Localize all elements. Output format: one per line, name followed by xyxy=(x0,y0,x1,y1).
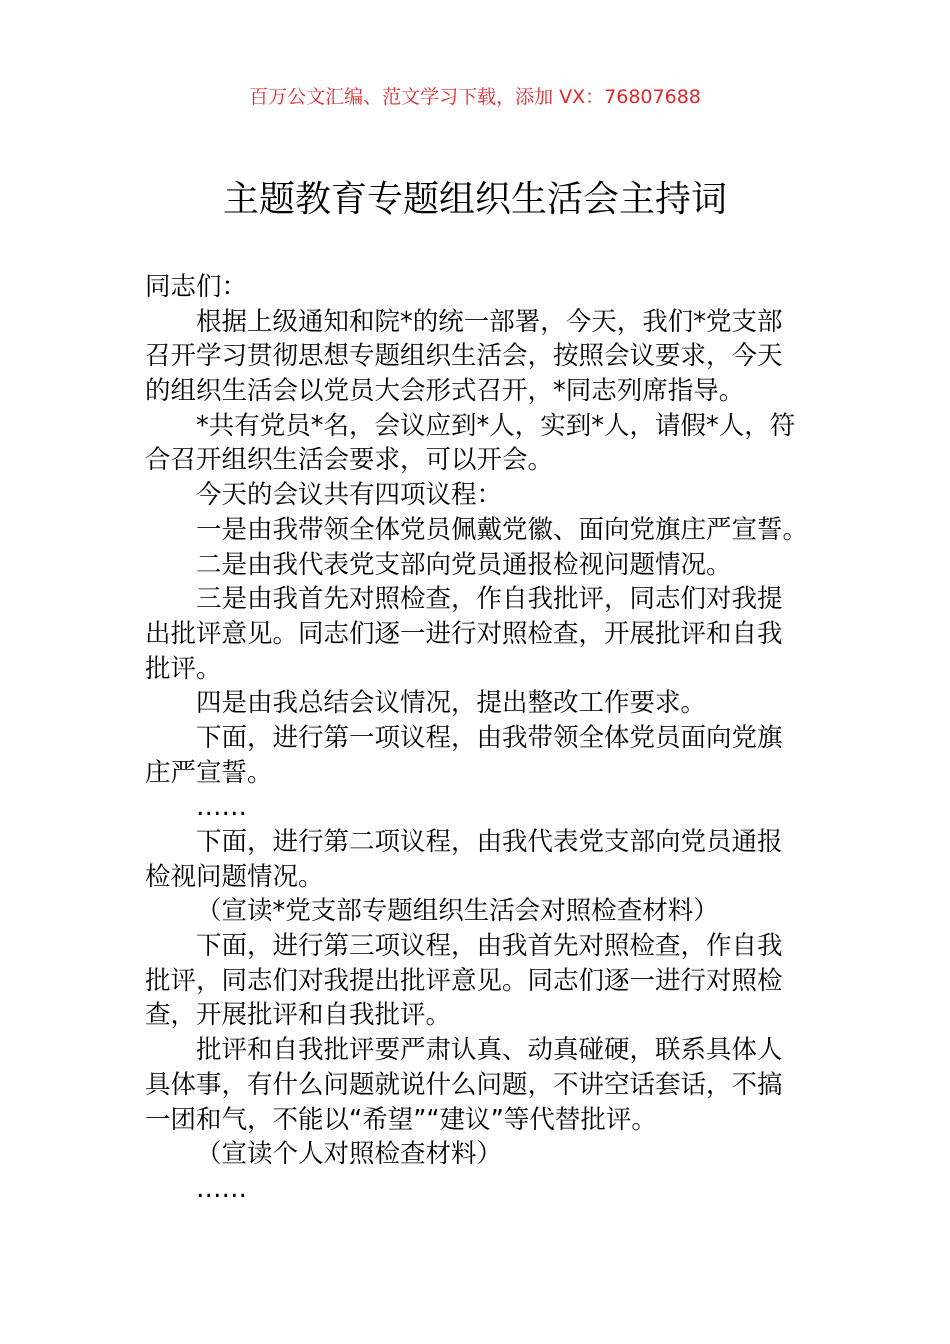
text-line: 出批评意见。同志们逐一进行对照检查，开展批评和自我 xyxy=(145,618,783,649)
text-line: 合召开组织生活会要求，可以开会。 xyxy=(145,445,554,476)
text-line: 同志们： xyxy=(145,272,248,302)
text-line: 下面，进行第二项议程，由我代表党支部向党员通报 xyxy=(196,827,783,857)
text-line: 查，开展批评和自我批评。 xyxy=(145,1000,452,1031)
paragraph xyxy=(145,305,807,409)
text-line: 批评，同志们对我提出批评意见。同志们逐一进行对照检 xyxy=(145,965,783,996)
text-line: 的组织生活会以党员大会形式召开，*同志列席指导。 xyxy=(145,376,745,407)
text-line: 批评和自我批评要严肃认真、动真碰硬，联系具体人 xyxy=(196,1035,783,1066)
watermark-header: 百万公文汇编、范文学习下载，添加 VX：76807688 xyxy=(249,86,701,108)
paragraph xyxy=(145,513,807,548)
text-line: 今天的会议共有四项议程： xyxy=(196,480,503,511)
text-line: 下面，进行第三项议程，由我首先对照检查，作自我 xyxy=(196,931,783,962)
text-line: …… xyxy=(196,1173,247,1204)
paragraph xyxy=(145,790,807,825)
text-line: 一是由我带领全体党员佩戴党徽、面向党旗庄严宣誓。 xyxy=(196,514,809,545)
paragraph xyxy=(145,582,807,686)
text-line: （宣读个人对照检查材料） xyxy=(196,1139,503,1170)
text-line: 召开学习贯彻思想专题组织生活会，按照会议要求，今天 xyxy=(145,341,783,372)
paragraph xyxy=(145,1172,807,1207)
text-line: 检视问题情况。 xyxy=(145,861,324,892)
text-line: 二是由我代表党支部向党员通报检视问题情况。 xyxy=(196,549,732,580)
paragraph xyxy=(145,825,807,894)
text-line: （宣读*党支部专题组织生活会对照检查材料） xyxy=(196,896,719,927)
paragraph xyxy=(145,270,807,305)
text-line: *共有党员*名，会议应到*人，实到*人，请假*人，符 xyxy=(196,410,796,441)
text-line: 庄严宣誓。 xyxy=(145,757,273,788)
document-body xyxy=(145,270,807,1207)
text-line: 下面，进行第一项议程，由我带领全体党员面向党旗 xyxy=(196,722,783,753)
paragraph xyxy=(145,409,807,478)
text-line: 一团和气，不能以“希望”“建议”等代替批评。 xyxy=(145,1104,657,1135)
document-title: 主题教育专题组织生活会主持词 xyxy=(222,179,727,220)
paragraph xyxy=(145,929,807,1033)
paragraph xyxy=(145,478,807,513)
text-line: …… xyxy=(196,792,247,823)
paragraph xyxy=(145,721,807,790)
paragraph xyxy=(145,548,807,583)
text-line: 具体事，有什么问题就说什么问题，不讲空话套话，不搞 xyxy=(145,1069,783,1100)
text-line: 三是由我首先对照检查，作自我批评，同志们对我提 xyxy=(196,584,783,615)
paragraph xyxy=(145,1033,807,1137)
paragraph xyxy=(145,1137,807,1172)
text-line: 根据上级通知和院*的统一部署，今天，我们*党支部 xyxy=(196,306,783,337)
text-line: 四是由我总结会议情况，提出整改工作要求。 xyxy=(196,688,707,719)
text-line: 批评。 xyxy=(145,653,222,684)
paragraph xyxy=(145,686,807,721)
paragraph xyxy=(145,894,807,929)
